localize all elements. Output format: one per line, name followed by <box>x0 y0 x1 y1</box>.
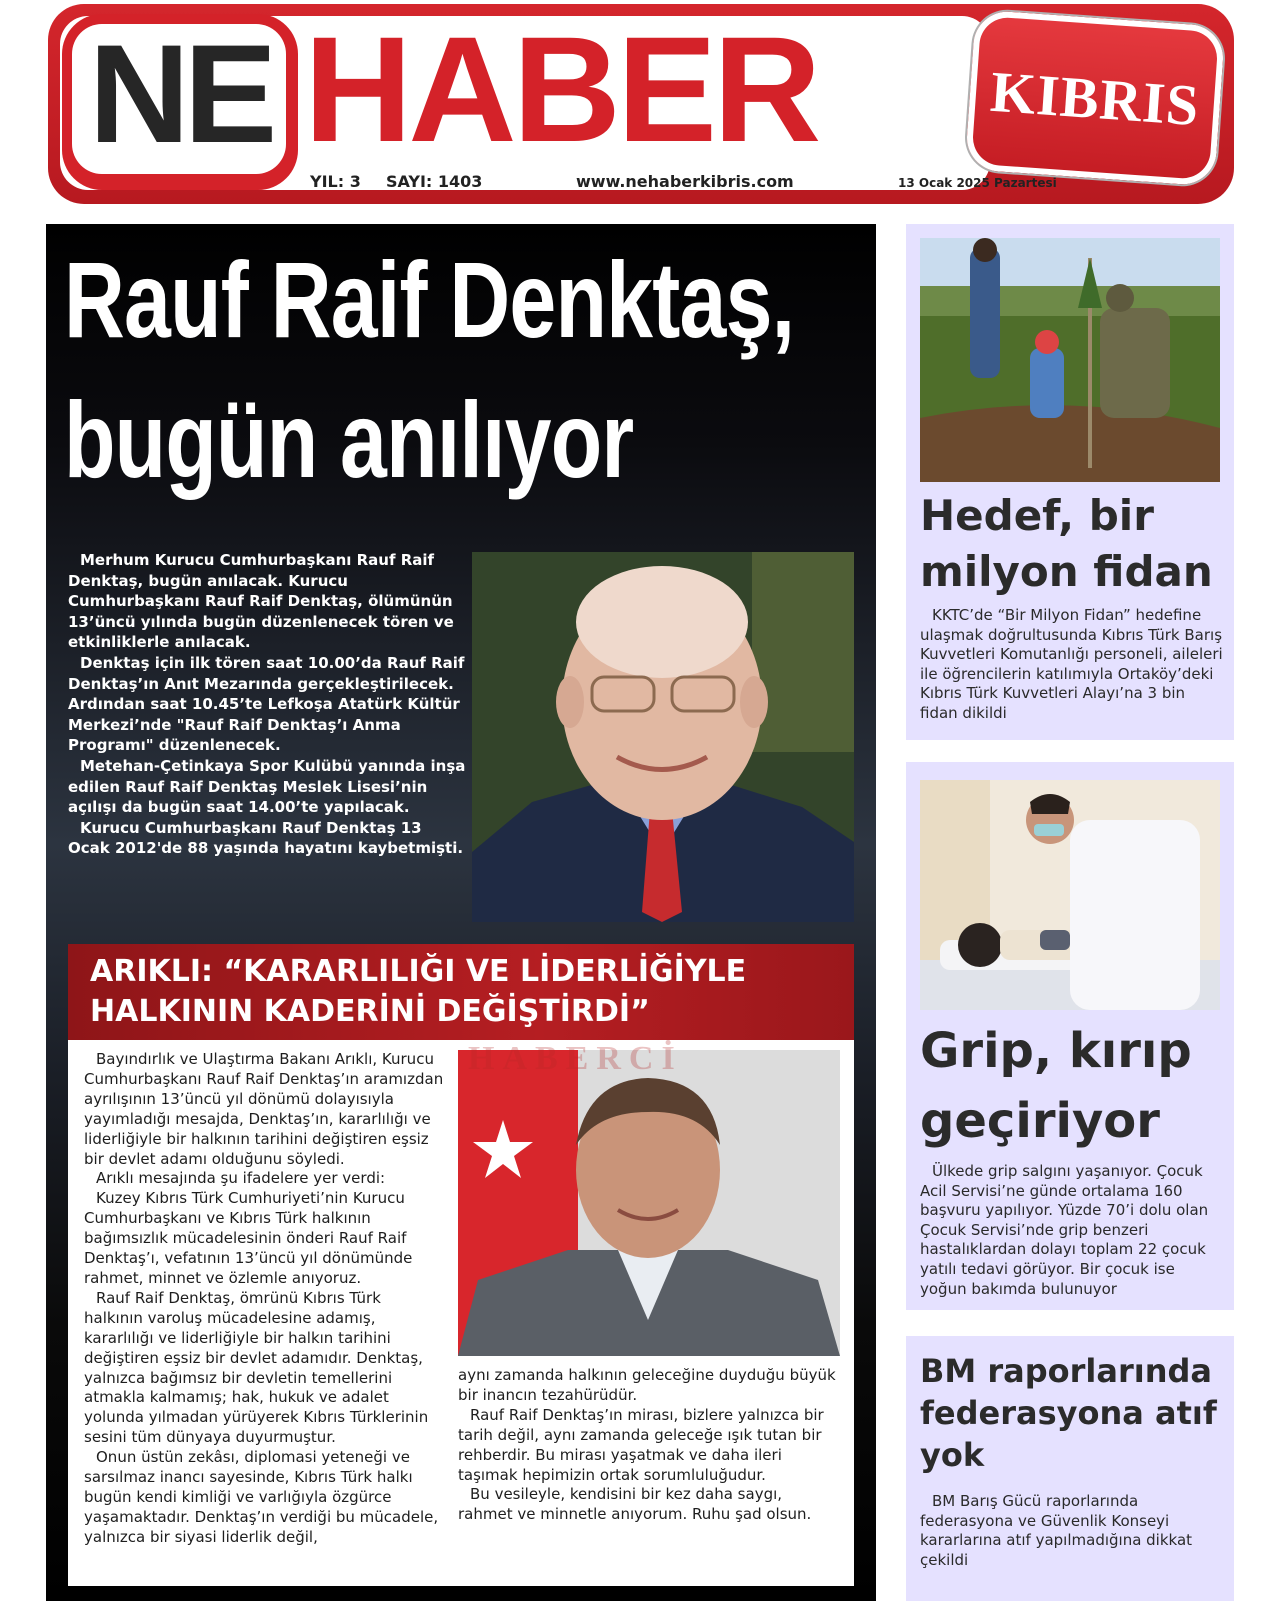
arikli-headline-line2: HALKININ KADERİNİ DEĞİŞTİRDİ” <box>90 994 650 1029</box>
sidebar-story-title: Grip, kırıp geçiriyor <box>920 1023 1192 1149</box>
sidebar-story-bm[interactable] <box>906 1336 1234 1601</box>
arikli-paragraph: Arıklı mesajında şu ifadelere yer verdi: <box>96 1169 386 1188</box>
issue-year: YIL: 3 <box>310 172 361 191</box>
logo-haber: HABER <box>304 5 818 173</box>
arikli-column-left <box>84 1050 444 1548</box>
hospital-child-photo <box>920 780 1220 1010</box>
sidebar-story-body <box>920 1162 1224 1299</box>
issue-date: 13 Ocak 2025 Pazartesi <box>898 176 1057 190</box>
arikli-portrait-illustration <box>458 1050 840 1356</box>
arikli-paragraph: Bu vesileyle, kendisini bir kez daha saygı, rahmet ve minnetle anıyorum. Ruhu şad olsun. <box>458 1485 812 1524</box>
sidebar-story-body <box>920 606 1224 724</box>
lead-headline-line2: bugün anılıyor <box>64 379 634 500</box>
logo-kibris: KIBRIS <box>988 58 1202 138</box>
lead-story-panel <box>46 224 876 1601</box>
arikli-headline-banner <box>68 944 854 1040</box>
arikli-portrait-photo <box>458 1050 840 1356</box>
tree-planting-photo <box>920 238 1220 482</box>
logo-ne: NE <box>88 15 272 172</box>
arikli-paragraph: Rauf Raif Denktaş’ın mirası, bizlere yalnızca bir tarih değil, aynı zamanda geleceğe ışık tutan bir rehberdir. Bu mirası yaşatmak ve daha ileri taşımak hepimizin ortak sorumluluğudur. <box>458 1405 824 1484</box>
denktas-portrait-photo <box>472 552 854 922</box>
hospital-child-illustration <box>920 780 1220 1010</box>
lead-paragraph: Merhum Kurucu Cumhurbaşkanı Rauf Raif Denktaş, bugün anılacak. Kurucu Cumhurbaşkanı Rauf Raif Denktaş, ölümünün 13’üncü yılında bugün düzenlenecek tören ve etkinliklerle anılacak. <box>68 551 454 652</box>
arikli-headline <box>90 952 850 1032</box>
arikli-article <box>68 1040 854 1586</box>
arikli-column-right <box>458 1366 838 1525</box>
lead-paragraph: Metehan-Çetinkaya Spor Kulübü yanında inşa edilen Rauf Raif Denktaş Meslek Lisesi’nin açılışı da bugün saat 14.00’te yapılacak. <box>68 756 466 817</box>
sidebar-story-title: BM raporlarında federasyona atıf yok <box>920 1352 1217 1474</box>
sidebar-story-body <box>920 1492 1224 1570</box>
lead-paragraph: Kurucu Cumhurbaşkanı Rauf Denktaş 13 Ocak 2012'de 88 yaşında hayatını kaybetmişti. <box>68 818 464 858</box>
lead-paragraph: Denktaş için ilk tören saat 10.00’da Rauf Raif Denktaş’ın Anıt Mezarında gerçekleştirilecek. Ardından saat 10.45’te Lefkoşa Atatürk Kültür Merkezi’nde "Rauf Raif Denktaş’ı Anma Programı" düzenlenecek. <box>68 653 465 755</box>
sidebar-story-text: Ülkede grip salgını yaşanıyor. Çocuk Acil Servisi’ne günde ortalama 160 başvuru yapılıyor. Yüzde 70’i dolu olan Çocuk Servisi’nde grip benzeri hastalıklardan dolayı toplam 22 çocuk yatılı tedavi görüyor. Bir çocuk ise yoğun bakımda bulunuyor <box>920 1162 1209 1298</box>
issue-number: SAYI: 1403 <box>386 172 483 191</box>
sidebar-story-fidan[interactable] <box>906 224 1234 740</box>
arikli-paragraph: Rauf Raif Denktaş, ömrünü Kıbrıs Türk halkının varoluş mücadelesine adamış, kararlılığı ve liderliğiyle bir halkın tarihini değiştiren eşsiz bir devlet adamıdır. Denktaş, yalnızca bağımsız bir devletin temellerini atmakla kalmamış; hak, hukuk ve adalet yolunda yılmadan yürüyerek Kıbrıs Türklerinin sesini tüm dünyaya duyurmuştur. <box>84 1288 429 1447</box>
sidebar-story-grip[interactable] <box>906 762 1234 1310</box>
sidebar-story-text: KKTC’de “Bir Milyon Fidan” hedefine ulaşmak doğrultusunda Kıbrıs Türk Barış Kuvvetleri Komutanlığı personeli, aileleri ile öğrencilerin katılımıyla Ortaköy’deki Kıbrıs Türk Kuvvetleri Alayı’na 3 bin fidan dikildi <box>920 606 1223 722</box>
arikli-paragraph: aynı zamanda halkının geleceğine duyduğu büyük bir inancın tezahürüdür. <box>458 1366 836 1404</box>
denktas-portrait-illustration <box>472 552 854 922</box>
sidebar-story-text: BM Barış Gücü raporlarında federasyona ve Güvenlik Konseyi kararlarına atıf yapılmadığına dikkat çekildi <box>920 1492 1193 1569</box>
lead-headline <box>64 230 795 510</box>
tree-planting-illustration <box>920 238 1220 482</box>
lead-headline-line1: Rauf Raif Denktaş, <box>64 239 795 360</box>
sidebar-story-title: Hedef, bir milyon fidan <box>920 491 1213 596</box>
arikli-paragraph: Bayındırlık ve Ulaştırma Bakanı Arıklı, Kurucu Cumhurbaşkanı Rauf Raif Denktaş’ın aramızdan ayrılışının 13’üncü yıl dönümü dolayısıyla yayımladığı mesajda, Denktaş’ın, kararlılığı ve liderliğiyle bir halkının tarihini değiştiren eşsiz bir devlet adamı olduğunu söyledi. <box>84 1050 444 1168</box>
arikli-paragraph: Kuzey Kıbrıs Türk Cumhuriyeti’nin Kurucu Cumhurbaşkanı ve Kıbrıs Türk halkının bağımsızlık mücadelesinin önderi Rauf Raif Denktaş’ı, vefatının 13’üncü yıl dönümünde rahmet, minnet ve özlemle anıyoruz. <box>84 1189 413 1287</box>
lead-story-body <box>68 550 468 859</box>
arikli-paragraph: Onun üstün zekâsı, diplomasi yeteneği ve sarsılmaz inancı sayesinde, Kıbrıs Türk halkı bugün kendi kimliği ve varlığıyla özgürce yaşamaktadır. Denktaş’ın verdiği bu mücadele, yalnızca bir siyasi liderlik değil, <box>84 1448 439 1546</box>
website-url[interactable]: www.nehaberkibris.com <box>576 172 794 191</box>
haberci-watermark: HABERCİ <box>468 1040 683 1077</box>
arikli-headline-line1: ARIKLI: “KARARLILIĞI VE LİDERLİĞİYLE <box>90 954 747 989</box>
logo-kibris-badge <box>965 9 1226 186</box>
